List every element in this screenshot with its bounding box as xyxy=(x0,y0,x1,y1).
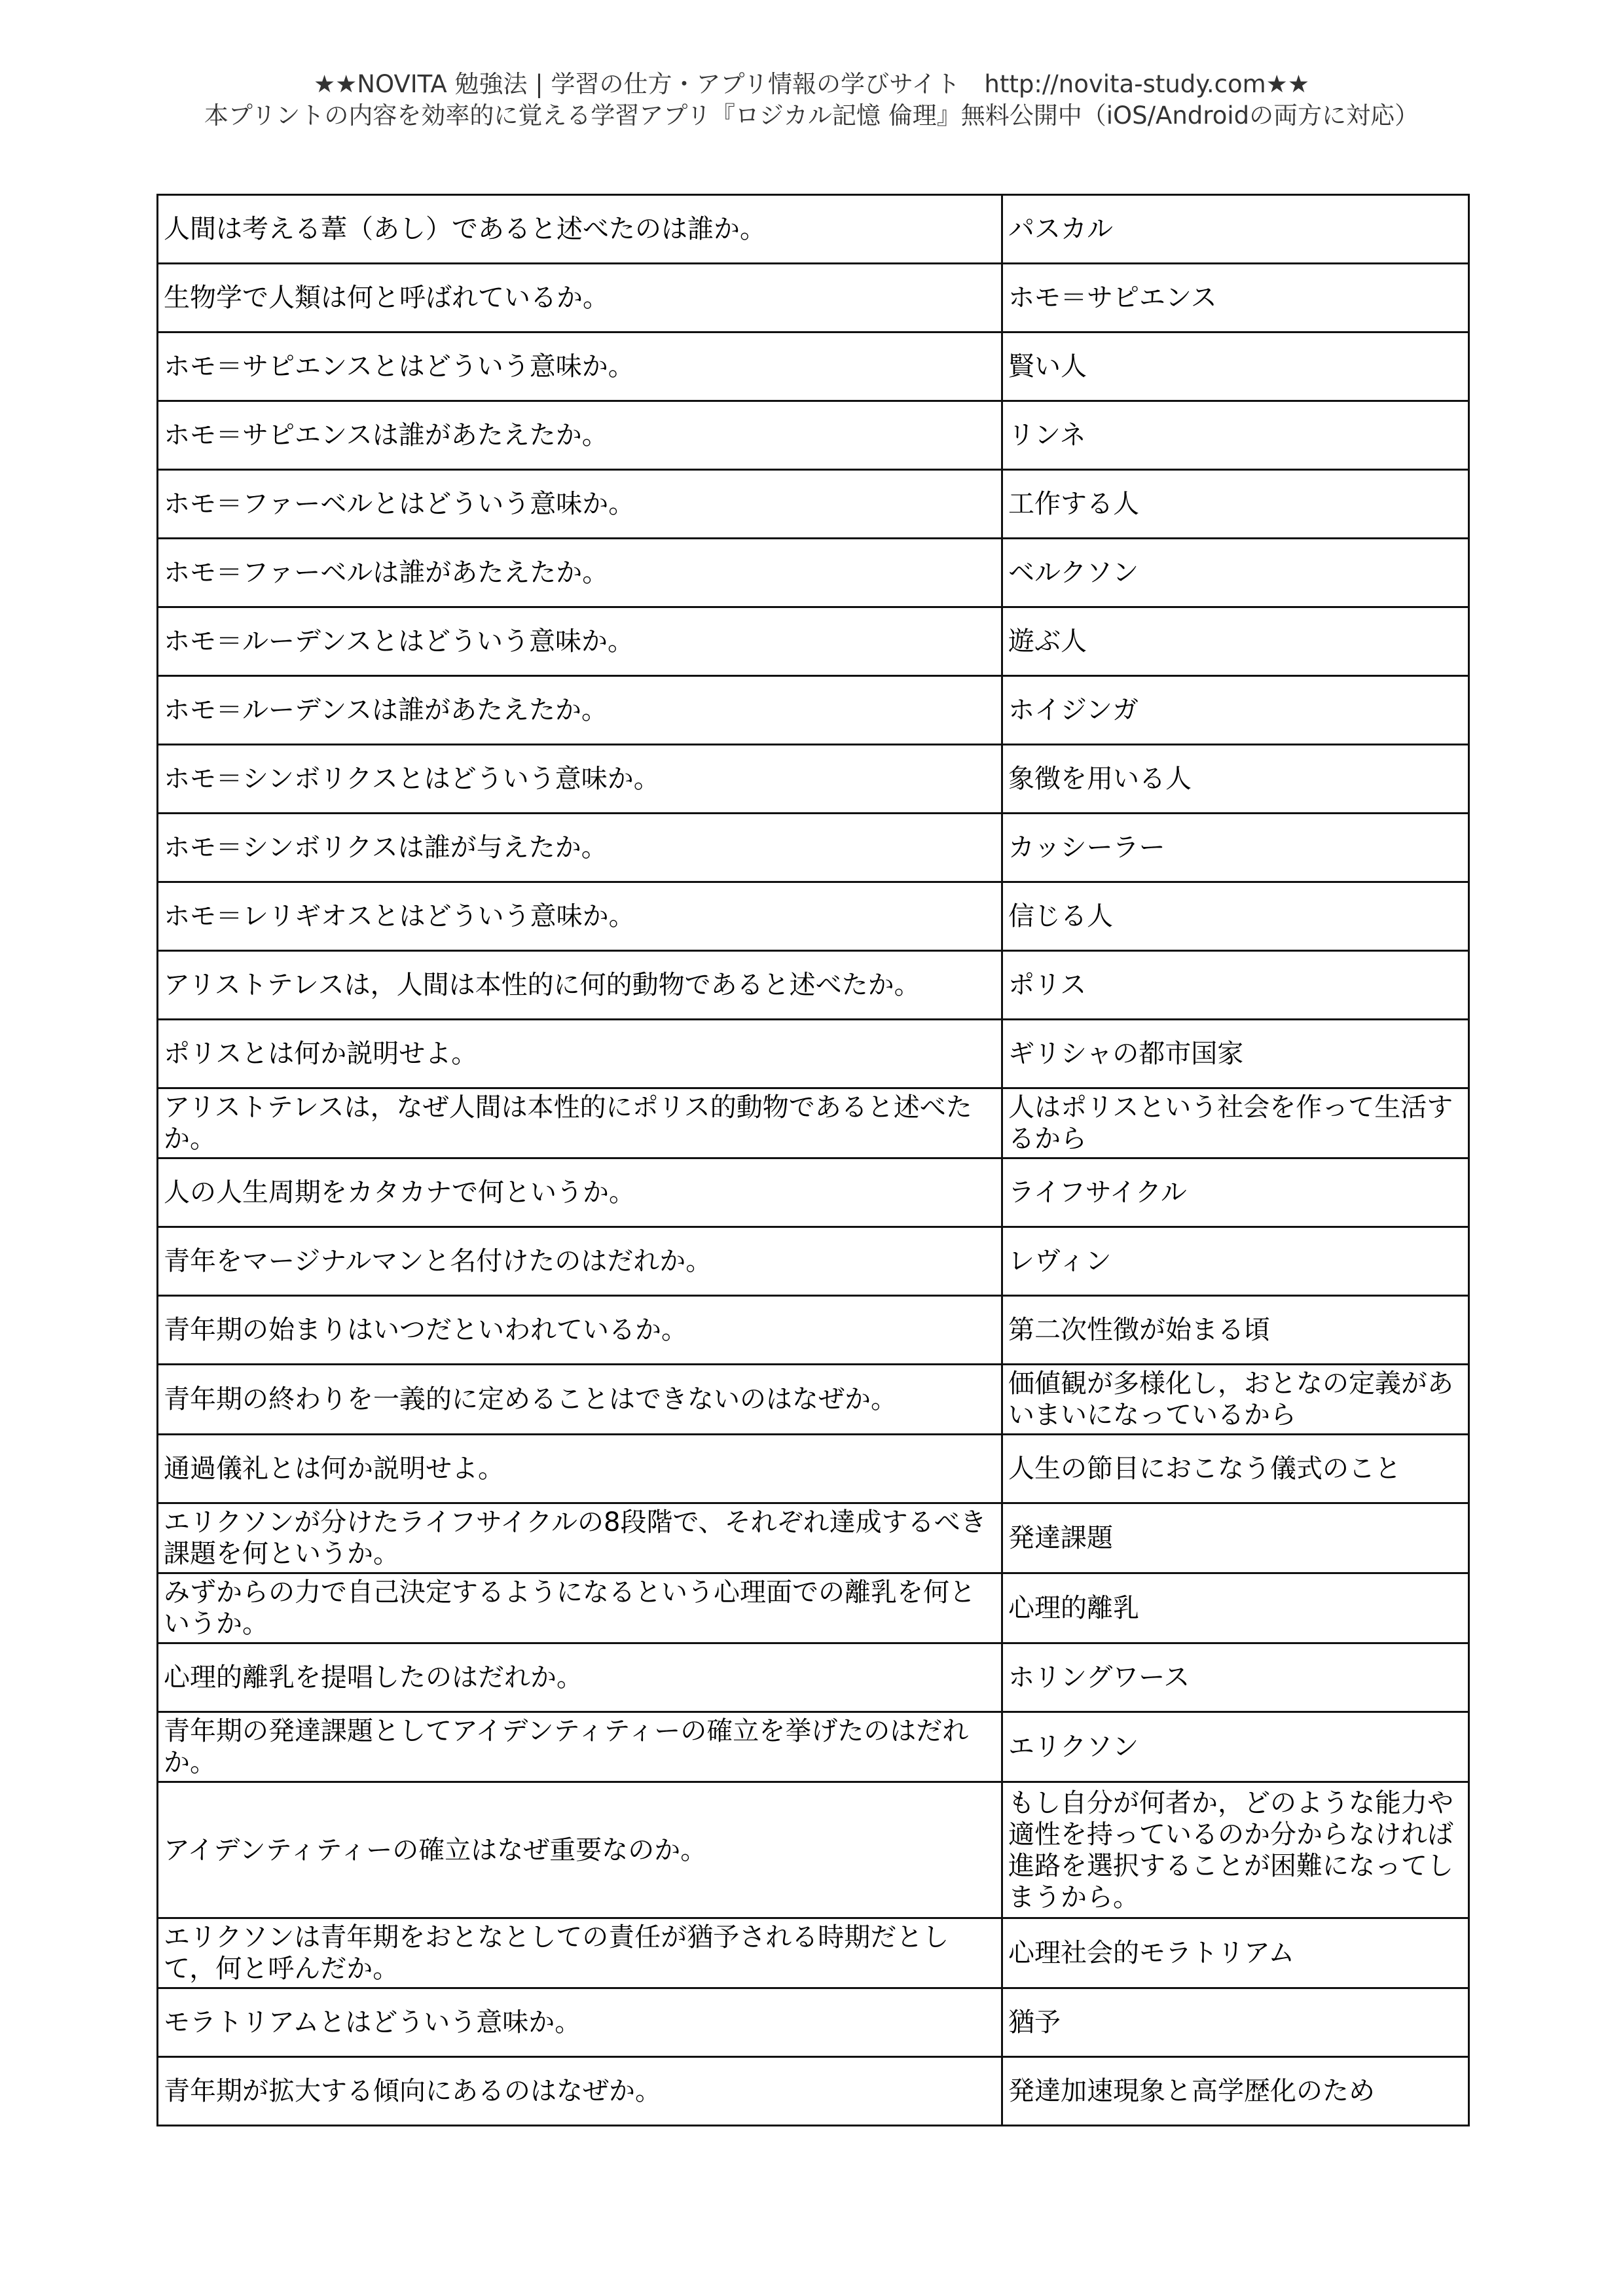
table-row xyxy=(158,539,1469,607)
qa-table xyxy=(156,194,1470,2126)
answer-cell: ライフサイクル xyxy=(1002,1158,1469,1227)
question-cell: 通過儀礼とは何か説明せよ。 xyxy=(158,1435,1002,1503)
answer-cell: 発達課題 xyxy=(1002,1503,1469,1573)
answer-cell: リンネ xyxy=(1002,401,1469,470)
answer-cell: 発達加速現象と高学歴化のため xyxy=(1002,2057,1469,2126)
answer-cell: 賢い人 xyxy=(1002,332,1469,401)
table-row xyxy=(158,1918,1469,1988)
question-cell: ホモ＝シンボリクスは誰が与えたか。 xyxy=(158,814,1002,882)
table-row xyxy=(158,1227,1469,1296)
table-row xyxy=(158,676,1469,745)
answer-cell: パスカル xyxy=(1002,195,1469,264)
answer-cell: 価値観が多様化し，おとなの定義があいまいになっているから xyxy=(1002,1365,1469,1435)
answer-cell: エリクソン xyxy=(1002,1712,1469,1782)
table-row xyxy=(158,882,1469,951)
question-cell: 青年期の始まりはいつだといわれているか。 xyxy=(158,1296,1002,1365)
table-row xyxy=(158,1988,1469,2057)
table-row xyxy=(158,332,1469,401)
answer-cell: 第二次性徴が始まる頃 xyxy=(1002,1296,1469,1365)
table-row xyxy=(158,1782,1469,1918)
answer-cell: 信じる人 xyxy=(1002,882,1469,951)
question-cell: アイデンティティーの確立はなぜ重要なのか。 xyxy=(158,1782,1002,1918)
question-cell: 人の人生周期をカタカナで何というか。 xyxy=(158,1158,1002,1227)
answer-cell: 象徴を用いる人 xyxy=(1002,745,1469,814)
answer-cell: 心理社会的モラトリアム xyxy=(1002,1918,1469,1988)
question-cell: ホモ＝ルーデンスとはどういう意味か。 xyxy=(158,607,1002,676)
question-cell: 青年期の発達課題としてアイデンティティーの確立を挙げたのはだれか。 xyxy=(158,1712,1002,1782)
question-cell: ホモ＝ルーデンスは誰があたえたか。 xyxy=(158,676,1002,745)
question-cell: ホモ＝シンボリクスとはどういう意味か。 xyxy=(158,745,1002,814)
answer-cell: 猶予 xyxy=(1002,1988,1469,2057)
question-cell: 青年をマージナルマンと名付けたのはだれか。 xyxy=(158,1227,1002,1296)
qa-table-body xyxy=(158,195,1469,2126)
answer-cell: ベルクソン xyxy=(1002,539,1469,607)
table-row xyxy=(158,195,1469,264)
page-header xyxy=(0,69,1623,132)
question-cell: アリストテレスは，人間は本性的に何的動物であると述べたか。 xyxy=(158,951,1002,1020)
table-row xyxy=(158,607,1469,676)
table-row xyxy=(158,1435,1469,1503)
answer-cell: 遊ぶ人 xyxy=(1002,607,1469,676)
answer-cell: ホイジンガ xyxy=(1002,676,1469,745)
table-row xyxy=(158,1643,1469,1712)
table-row xyxy=(158,1503,1469,1573)
question-cell: 生物学で人類は何と呼ばれているか。 xyxy=(158,264,1002,332)
answer-cell: 心理的離乳 xyxy=(1002,1573,1469,1643)
table-row xyxy=(158,951,1469,1020)
answer-cell: 人生の節目におこなう儀式のこと xyxy=(1002,1435,1469,1503)
table-row xyxy=(158,264,1469,332)
answer-cell: ギリシャの都市国家 xyxy=(1002,1020,1469,1088)
table-row xyxy=(158,2057,1469,2126)
answer-cell: ホモ＝サピエンス xyxy=(1002,264,1469,332)
question-cell: ホモ＝サピエンスとはどういう意味か。 xyxy=(158,332,1002,401)
question-cell: ポリスとは何か説明せよ。 xyxy=(158,1020,1002,1088)
table-row xyxy=(158,1088,1469,1158)
question-cell: モラトリアムとはどういう意味か。 xyxy=(158,1988,1002,2057)
table-row xyxy=(158,401,1469,470)
question-cell: みずからの力で自己決定するようになるという心理面での離乳を何というか。 xyxy=(158,1573,1002,1643)
answer-cell: もし自分が何者か，どのような能力や適性を持っているのか分からなければ進路を選択することが困難になってしまうから。 xyxy=(1002,1782,1469,1918)
question-cell: 心理的離乳を提唱したのはだれか。 xyxy=(158,1643,1002,1712)
header-app-promo-line: 本プリントの内容を効率的に覚える学習アプリ『ロジカル記憶 倫理』無料公開中（iOS/Androidの両方に対応） xyxy=(204,101,1419,130)
table-row xyxy=(158,1573,1469,1643)
question-cell: エリクソンが分けたライフサイクルの8段階で、それぞれ達成するべき課題を何というか。 xyxy=(158,1503,1002,1573)
table-row xyxy=(158,470,1469,539)
answer-cell: レヴィン xyxy=(1002,1227,1469,1296)
table-row xyxy=(158,745,1469,814)
answer-cell: ポリス xyxy=(1002,951,1469,1020)
answer-cell: 人はポリスという社会を作って生活するから xyxy=(1002,1088,1469,1158)
table-row xyxy=(158,1158,1469,1227)
table-row xyxy=(158,1296,1469,1365)
question-cell: アリストテレスは，なぜ人間は本性的にポリス的動物であると述べたか。 xyxy=(158,1088,1002,1158)
answer-cell: ホリングワース xyxy=(1002,1643,1469,1712)
question-cell: 人間は考える葦（あし）であると述べたのは誰か。 xyxy=(158,195,1002,264)
header-site-line: ★★NOVITA 勉強法 | 学習の仕方・アプリ情報の学びサイト http://novita-study.com★★ xyxy=(313,70,1310,98)
table-row xyxy=(158,1712,1469,1782)
question-cell: ホモ＝ファーベルは誰があたえたか。 xyxy=(158,539,1002,607)
question-cell: ホモ＝ファーベルとはどういう意味か。 xyxy=(158,470,1002,539)
question-cell: エリクソンは青年期をおとなとしての責任が猶予される時期だとして，何と呼んだか。 xyxy=(158,1918,1002,1988)
question-cell: 青年期が拡大する傾向にあるのはなぜか。 xyxy=(158,2057,1002,2126)
table-row xyxy=(158,814,1469,882)
question-cell: ホモ＝サピエンスは誰があたえたか。 xyxy=(158,401,1002,470)
question-cell: ホモ＝レリギオスとはどういう意味か。 xyxy=(158,882,1002,951)
table-row xyxy=(158,1365,1469,1435)
table-row xyxy=(158,1020,1469,1088)
question-cell: 青年期の終わりを一義的に定めることはできないのはなぜか。 xyxy=(158,1365,1002,1435)
answer-cell: カッシーラー xyxy=(1002,814,1469,882)
answer-cell: 工作する人 xyxy=(1002,470,1469,539)
